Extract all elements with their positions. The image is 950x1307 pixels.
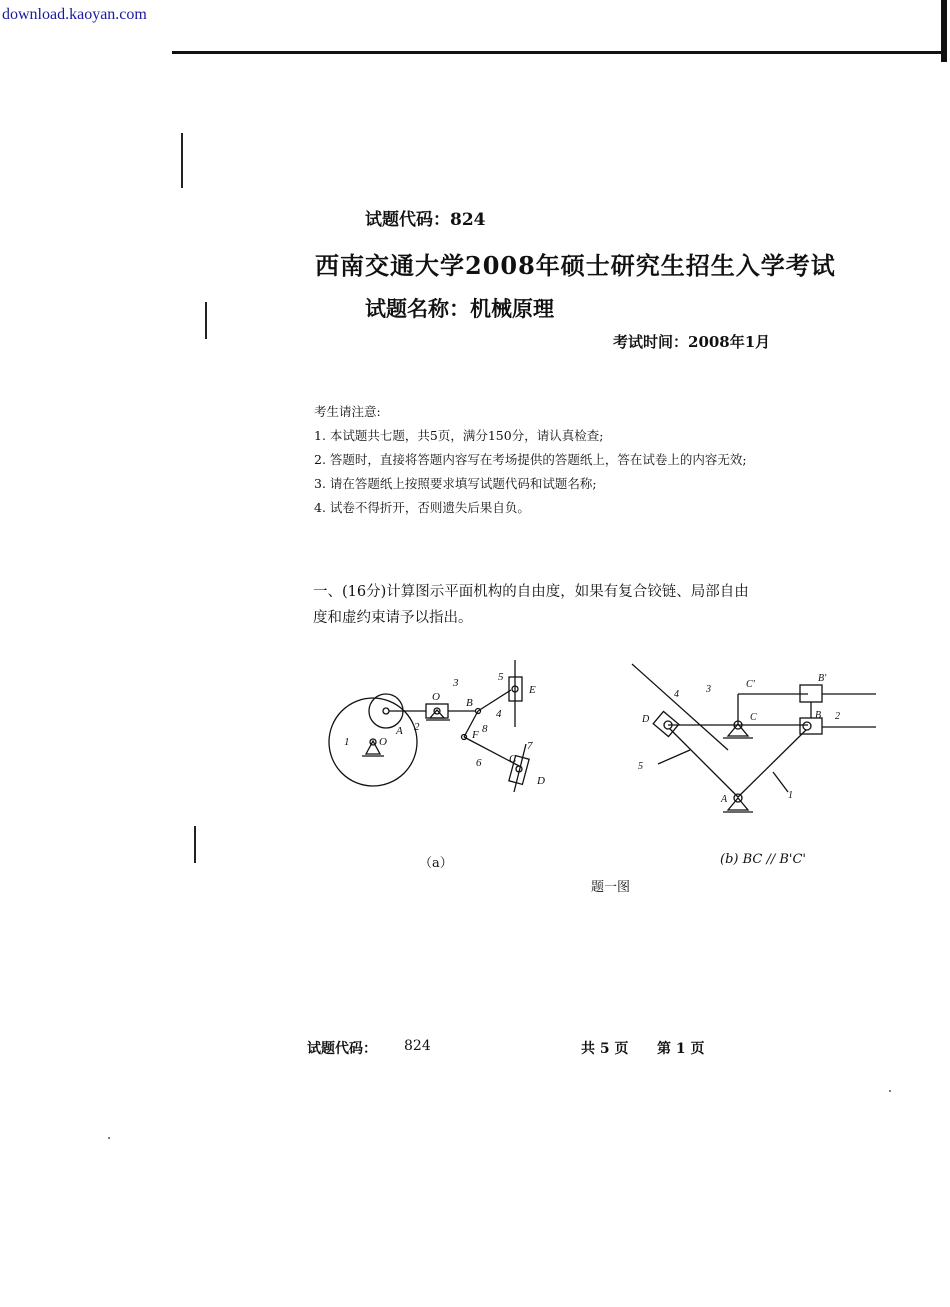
figure-a-caption: （a）: [419, 856, 453, 871]
label-3: 3: [706, 684, 711, 695]
footer-code-label: 试题代码：: [307, 1041, 377, 1057]
leader-line: [658, 750, 690, 764]
notice-heading: 考生请注意:: [314, 404, 381, 419]
label-4: 4: [496, 708, 502, 720]
exam-title: 西南交通大学2008年硕士研究生招生入学考试: [315, 251, 836, 280]
scan-mark: [181, 133, 183, 188]
question-1-line: 度和虚约束请予以指出。: [313, 610, 473, 626]
link-1: [738, 730, 806, 797]
label-2: 2: [835, 711, 840, 722]
link-4: [478, 690, 511, 711]
notice-item: 3. 请在答题纸上按照要求填写试题代码和试题名称;: [314, 476, 597, 491]
scan-mark: [205, 302, 207, 339]
slider-4: [653, 711, 679, 736]
label-c: C: [509, 753, 517, 765]
footer-page-total: 共 5 页: [581, 1041, 629, 1057]
label-2: 2: [414, 721, 420, 733]
figure-a-mechanism: [326, 652, 556, 812]
label-6: 6: [476, 757, 482, 769]
ground-support: [723, 798, 753, 812]
exam-code: 试题代码：824: [365, 210, 486, 230]
scan-edge-mark: [941, 0, 947, 62]
label-1: 1: [344, 736, 350, 748]
label-c: C: [750, 712, 757, 723]
ground-support: [723, 724, 753, 738]
notice-block: [314, 400, 747, 520]
label-f: F: [472, 729, 479, 741]
pivot: [383, 708, 389, 714]
label-5: 5: [638, 761, 643, 772]
exam-subject: 试题名称：机械原理: [365, 296, 554, 321]
label-d: D: [642, 714, 650, 725]
label-e: E: [529, 684, 536, 696]
scan-mark: [194, 826, 196, 863]
label-b: B: [466, 697, 473, 709]
figure-caption: 题一图: [591, 880, 631, 895]
label-d: D: [537, 775, 545, 787]
label-c-prime: C': [746, 679, 755, 690]
label-b-prime: B': [818, 673, 827, 684]
figure-b-caption: (b) BC // B'C': [720, 852, 807, 867]
label-3: 3: [453, 677, 459, 689]
notice-item: 2. 答题时，直接将答题内容写在考场提供的答题纸上，答在试卷上的内容无效;: [314, 452, 747, 467]
label-a: A: [721, 794, 728, 805]
top-rule: [172, 51, 942, 54]
label-o: O: [379, 736, 387, 748]
leader-line: [773, 772, 788, 792]
scan-speck: [108, 1137, 110, 1139]
question-1: [313, 579, 853, 631]
label-o: O: [432, 691, 440, 703]
label-a: A: [396, 725, 403, 737]
label-8: 8: [482, 723, 488, 735]
notice-item: 1. 本试题共七题，共5页，满分150分，请认真检查;: [314, 428, 604, 443]
label-4: 4: [674, 689, 679, 700]
exam-time: 考试时间：2008年1月: [613, 333, 771, 351]
footer-page-current: 第 1 页: [657, 1041, 705, 1057]
scan-speck: [889, 1090, 891, 1092]
watermark-link[interactable]: download.kaoyan.com: [2, 6, 147, 23]
figure-b-mechanism: [628, 652, 878, 817]
label-5: 5: [498, 671, 504, 683]
label-b: B: [815, 710, 822, 721]
joint-b: [803, 722, 811, 730]
footer-code-value: 824: [404, 1038, 431, 1054]
question-1-line: 一、(16分)计算图示平面机构的自由度，如果有复合铰链、局部自由: [313, 584, 749, 600]
notice-item: 4. 试卷不得折开，否则遗失后果自负。: [314, 500, 530, 515]
link-5: [670, 729, 738, 797]
label-1: 1: [788, 790, 793, 801]
guide-d: [632, 664, 728, 750]
label-7: 7: [527, 740, 533, 752]
slider-3: [426, 704, 448, 718]
